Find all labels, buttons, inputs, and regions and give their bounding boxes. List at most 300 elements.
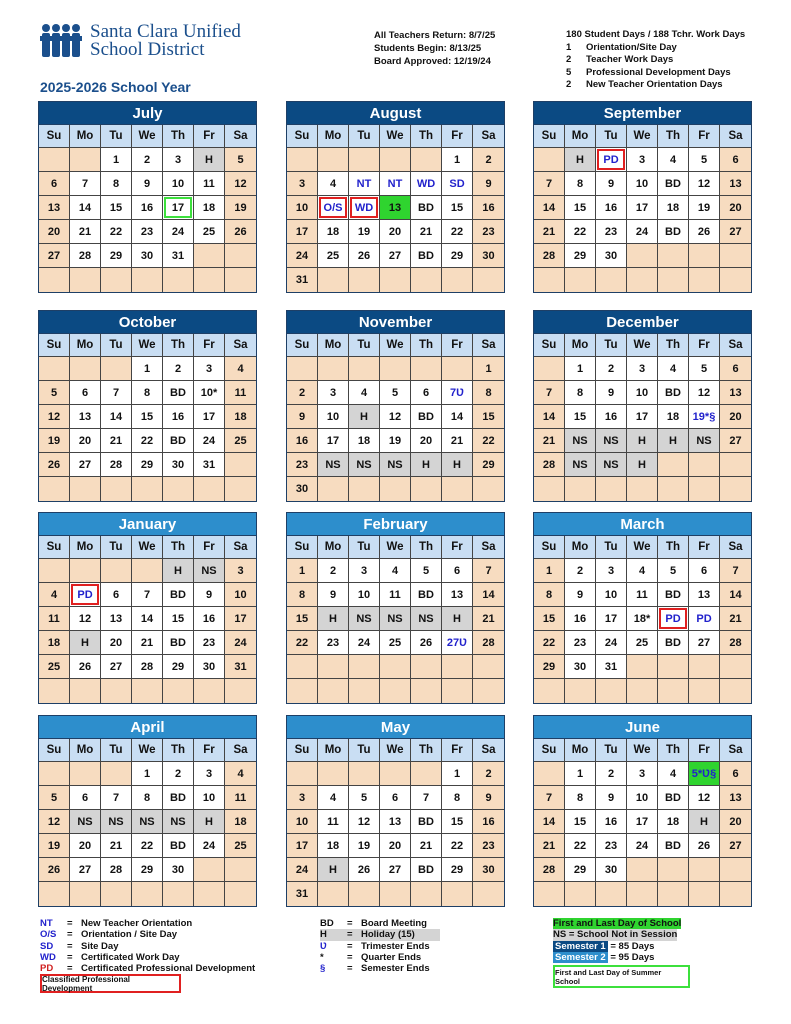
empty-day-cell <box>534 357 565 381</box>
day-cell: 30 <box>194 655 225 679</box>
legend-item <box>40 918 255 929</box>
day-cell: 18 <box>225 405 256 429</box>
day-cell: 27 <box>101 655 132 679</box>
day-cell: 26 <box>689 834 720 858</box>
weekday-header: We <box>132 125 163 148</box>
legend-highlights <box>553 918 681 963</box>
weekday-header: Fr <box>194 536 225 559</box>
day-cell: 24 <box>163 220 194 244</box>
day-cell: H <box>689 810 720 834</box>
day-cell: 25 <box>225 834 256 858</box>
empty-day-cell <box>194 477 225 501</box>
day-cell: 29 <box>442 858 473 882</box>
weekday-header: We <box>380 536 411 559</box>
day-cell: 15 <box>163 607 194 631</box>
empty-day-cell <box>39 477 70 501</box>
month-title: November <box>287 311 504 334</box>
day-cell: 12 <box>380 405 411 429</box>
empty-day-cell <box>287 655 318 679</box>
weekday-header: Th <box>163 739 194 762</box>
empty-day-cell <box>349 762 380 786</box>
count-label: New Teacher Orientation Days <box>586 79 723 90</box>
day-cell: 14 <box>70 196 101 220</box>
day-cell: 14 <box>720 583 751 607</box>
day-cell: 6 <box>689 559 720 583</box>
empty-day-cell <box>689 477 720 501</box>
day-cell: 19 <box>39 429 70 453</box>
weekday-header: Su <box>39 739 70 762</box>
day-cell: 14 <box>132 607 163 631</box>
day-cell: 2 <box>163 357 194 381</box>
day-cell: 2 <box>163 762 194 786</box>
day-cell: BD <box>658 172 689 196</box>
weekday-header: Fr <box>442 739 473 762</box>
day-cell: 2 <box>596 762 627 786</box>
summer-school-legend: First and Last Day of Summer School <box>553 965 690 988</box>
day-cell: 6 <box>101 583 132 607</box>
students-begin: Students Begin: 8/13/25 <box>374 43 482 54</box>
day-cell: 13 <box>70 405 101 429</box>
empty-day-cell <box>70 679 101 703</box>
day-cell: NS <box>132 810 163 834</box>
empty-day-cell <box>627 858 658 882</box>
day-cell: 7 <box>101 786 132 810</box>
empty-day-cell <box>101 882 132 906</box>
day-cell: PD <box>70 583 101 607</box>
day-cell: 22 <box>534 631 565 655</box>
empty-day-cell <box>658 679 689 703</box>
weekday-header: Th <box>658 536 689 559</box>
legend-code: NT <box>40 918 53 929</box>
month-days-grid <box>287 125 504 292</box>
weekday-header: Th <box>411 334 442 357</box>
day-cell: 11 <box>318 810 349 834</box>
weekday-header: Su <box>534 739 565 762</box>
count-number: 2 <box>566 54 572 65</box>
weekday-header: Th <box>411 739 442 762</box>
day-cell: H <box>442 453 473 477</box>
day-cell: 1 <box>442 762 473 786</box>
day-cell: 14 <box>534 405 565 429</box>
day-cell: 3 <box>287 172 318 196</box>
day-cell: 27 <box>720 220 751 244</box>
weekday-header: Sa <box>225 334 256 357</box>
day-cell: 8 <box>534 583 565 607</box>
day-cell: 11 <box>225 381 256 405</box>
day-cell: 18 <box>658 405 689 429</box>
month-title: May <box>287 716 504 739</box>
day-cell: 11 <box>627 583 658 607</box>
empty-day-cell <box>101 477 132 501</box>
day-cell: H <box>163 559 194 583</box>
day-cell: 9 <box>318 583 349 607</box>
empty-day-cell <box>101 762 132 786</box>
legend-code: Ʋ <box>320 940 327 952</box>
weekday-header: We <box>132 536 163 559</box>
day-cell: 31 <box>194 453 225 477</box>
empty-day-cell <box>318 268 349 292</box>
weekday-header: Th <box>658 739 689 762</box>
weekday-header: Sa <box>720 739 751 762</box>
empty-day-cell <box>318 477 349 501</box>
day-cell: 9 <box>287 405 318 429</box>
month-10 <box>286 715 505 907</box>
month-0 <box>38 101 257 293</box>
day-cell: 20 <box>411 429 442 453</box>
day-cell: NS <box>349 453 380 477</box>
empty-day-cell <box>442 655 473 679</box>
day-cell: PD <box>689 607 720 631</box>
empty-day-cell <box>411 477 442 501</box>
day-cell: 13 <box>101 607 132 631</box>
empty-day-cell <box>720 268 751 292</box>
day-cell: 18 <box>318 220 349 244</box>
day-cell: 6 <box>442 559 473 583</box>
weekday-header: Mo <box>565 739 596 762</box>
empty-day-cell <box>627 244 658 268</box>
day-cell: 10 <box>287 810 318 834</box>
day-cell: 6 <box>39 172 70 196</box>
day-cell: 22 <box>101 220 132 244</box>
day-cell: 11 <box>380 583 411 607</box>
day-cell: 24 <box>287 858 318 882</box>
empty-day-cell <box>318 655 349 679</box>
day-cell: 5 <box>349 786 380 810</box>
day-cell: 4 <box>627 559 658 583</box>
empty-day-cell <box>101 268 132 292</box>
day-cell: 16 <box>596 196 627 220</box>
legend-item <box>320 918 440 929</box>
count-row <box>566 42 745 55</box>
day-cell: 7 <box>534 786 565 810</box>
day-cell: 23 <box>473 834 504 858</box>
day-cell: 29 <box>163 655 194 679</box>
empty-day-cell <box>596 882 627 906</box>
weekday-header: Su <box>534 125 565 148</box>
day-cell: 1 <box>565 762 596 786</box>
day-cell: 9 <box>473 786 504 810</box>
not-in-session-legend: NS = School Not in Session <box>553 929 678 941</box>
day-cell: 19 <box>349 834 380 858</box>
empty-day-cell <box>596 268 627 292</box>
day-cell: 18 <box>658 810 689 834</box>
day-cell: 17 <box>163 196 194 220</box>
day-cell: H <box>70 631 101 655</box>
day-cell: 27 <box>39 244 70 268</box>
empty-day-cell <box>658 453 689 477</box>
count-row <box>566 67 745 80</box>
weekday-header: We <box>132 334 163 357</box>
day-cell: H <box>194 148 225 172</box>
day-cell: BD <box>658 834 689 858</box>
month-days-grid <box>39 739 256 906</box>
day-cell: 16 <box>473 810 504 834</box>
day-cell: 15 <box>565 405 596 429</box>
day-cell: 12 <box>39 810 70 834</box>
weekday-header: Sa <box>720 125 751 148</box>
key-dates <box>374 29 495 68</box>
day-cell: 26 <box>225 220 256 244</box>
empty-day-cell <box>225 882 256 906</box>
day-cell: 4 <box>349 381 380 405</box>
weekday-header: Sa <box>225 739 256 762</box>
day-cell: H <box>318 858 349 882</box>
day-cell: 22 <box>132 834 163 858</box>
day-cell: NS <box>349 607 380 631</box>
day-cell: 30 <box>565 655 596 679</box>
empty-day-cell <box>442 357 473 381</box>
weekday-header: Fr <box>689 739 720 762</box>
empty-day-cell <box>318 148 349 172</box>
day-cell: 19*§ <box>689 405 720 429</box>
day-cell: 16 <box>287 429 318 453</box>
day-cell: 17 <box>287 834 318 858</box>
empty-day-cell <box>163 882 194 906</box>
weekday-header: Sa <box>720 334 751 357</box>
month-5 <box>533 310 752 502</box>
empty-day-cell <box>442 882 473 906</box>
weekday-header: Th <box>411 125 442 148</box>
day-cell: BD <box>163 834 194 858</box>
day-cell: 21 <box>101 834 132 858</box>
day-cell: 23 <box>194 631 225 655</box>
day-cell: 5 <box>39 786 70 810</box>
legend-text: Certificated Professional Development <box>81 963 256 975</box>
month-title: December <box>534 311 751 334</box>
day-cell: 27 <box>70 858 101 882</box>
day-cell: NS <box>380 453 411 477</box>
weekday-header: Mo <box>70 125 101 148</box>
weekday-header: Fr <box>689 536 720 559</box>
teachers-return: All Teachers Return: 8/7/25 <box>374 30 496 41</box>
day-cell: 26 <box>39 453 70 477</box>
day-cell: 29 <box>132 453 163 477</box>
day-cell: 24 <box>225 631 256 655</box>
day-cell: 13 <box>380 810 411 834</box>
day-cell: 16 <box>132 196 163 220</box>
day-cell: 5 <box>411 559 442 583</box>
weekday-header: Sa <box>473 536 504 559</box>
day-cell: 26 <box>349 858 380 882</box>
day-cell: 20 <box>380 220 411 244</box>
day-cell: 27 <box>720 429 751 453</box>
day-cell: 8 <box>287 583 318 607</box>
weekday-header: Tu <box>349 739 380 762</box>
day-cell: 7Ʋ <box>442 381 473 405</box>
weekday-header: Sa <box>720 536 751 559</box>
legend-code: § <box>320 963 326 975</box>
day-cell: 3 <box>225 559 256 583</box>
day-cell: 24 <box>596 631 627 655</box>
weekday-header: Tu <box>596 334 627 357</box>
empty-day-cell <box>287 357 318 381</box>
day-cell: 4 <box>658 357 689 381</box>
day-cell: 20 <box>70 429 101 453</box>
empty-day-cell <box>689 453 720 477</box>
day-cell: WD <box>349 196 380 220</box>
empty-day-cell <box>720 858 751 882</box>
weekday-header: We <box>132 739 163 762</box>
legend-symbols <box>320 918 440 974</box>
empty-day-cell <box>39 559 70 583</box>
day-cell: 29 <box>442 244 473 268</box>
day-cell: 2 <box>287 381 318 405</box>
weekday-header: Th <box>658 334 689 357</box>
empty-day-cell <box>349 268 380 292</box>
day-cell: O/S <box>318 196 349 220</box>
day-cell: 3 <box>163 148 194 172</box>
legend-code: H <box>320 929 327 941</box>
empty-day-cell <box>101 559 132 583</box>
legend-item <box>553 929 681 940</box>
weekday-header: We <box>627 536 658 559</box>
day-cell: 14 <box>534 196 565 220</box>
empty-day-cell <box>380 679 411 703</box>
day-cell: 8 <box>565 381 596 405</box>
day-cell: 6 <box>380 786 411 810</box>
day-cell: 4 <box>380 559 411 583</box>
empty-day-cell <box>132 882 163 906</box>
board-approved: Board Approved: 12/19/24 <box>374 56 491 67</box>
day-cell: 31 <box>225 655 256 679</box>
day-cell: 24 <box>627 834 658 858</box>
empty-day-cell <box>70 882 101 906</box>
day-cell: 2 <box>318 559 349 583</box>
empty-day-cell <box>163 268 194 292</box>
empty-day-cell <box>132 268 163 292</box>
day-cell: 4 <box>318 786 349 810</box>
empty-day-cell <box>596 477 627 501</box>
day-cell: H <box>442 607 473 631</box>
day-cell: 19 <box>39 834 70 858</box>
empty-day-cell <box>101 679 132 703</box>
empty-day-cell <box>380 762 411 786</box>
day-cell: NS <box>101 810 132 834</box>
day-cell: 12 <box>689 172 720 196</box>
legend-eq: = <box>347 940 353 952</box>
legend-code: SD <box>40 940 54 952</box>
day-cell: BD <box>658 381 689 405</box>
empty-day-cell <box>689 655 720 679</box>
legend-code: O/S <box>40 929 57 941</box>
weekday-header: Sa <box>473 739 504 762</box>
day-cell: 21 <box>132 631 163 655</box>
day-cell: 17 <box>287 220 318 244</box>
day-cell: 30 <box>163 453 194 477</box>
day-cell: 5 <box>689 148 720 172</box>
day-cell: 24 <box>627 220 658 244</box>
month-days-grid <box>287 334 504 501</box>
day-cell: BD <box>658 583 689 607</box>
day-cell: 6 <box>720 148 751 172</box>
empty-day-cell <box>565 477 596 501</box>
semester1-days: = 85 Days <box>610 940 655 952</box>
day-cell: 29 <box>565 244 596 268</box>
empty-day-cell <box>534 882 565 906</box>
day-cell: 27 <box>380 244 411 268</box>
district-name <box>90 23 241 59</box>
day-cell: 8 <box>101 172 132 196</box>
empty-day-cell <box>380 477 411 501</box>
day-cell: 11 <box>39 607 70 631</box>
day-cell: 9 <box>132 172 163 196</box>
day-cell: 3 <box>627 148 658 172</box>
day-cell: 19 <box>349 220 380 244</box>
day-cell: 25 <box>225 429 256 453</box>
legend-code: WD <box>40 951 56 963</box>
day-cell: 28 <box>534 858 565 882</box>
day-cell: 7 <box>101 381 132 405</box>
day-cell: 13 <box>442 583 473 607</box>
day-cell: 20 <box>720 196 751 220</box>
day-cell: 18 <box>225 810 256 834</box>
day-cell: 23 <box>473 220 504 244</box>
empty-day-cell <box>473 679 504 703</box>
weekday-header: Mo <box>318 536 349 559</box>
weekday-header: Fr <box>194 739 225 762</box>
first-last-day-legend: First and Last Day of School <box>553 918 682 929</box>
day-cell: 12 <box>39 405 70 429</box>
month-days-grid <box>534 739 751 906</box>
day-cell: 28 <box>132 655 163 679</box>
day-cell: 20 <box>720 810 751 834</box>
day-cell: NS <box>70 810 101 834</box>
empty-day-cell <box>534 477 565 501</box>
day-cell: 7 <box>132 583 163 607</box>
day-cell: 15 <box>442 810 473 834</box>
weekday-header: Tu <box>596 739 627 762</box>
legend-eq: = <box>67 929 73 941</box>
day-cell: 13 <box>689 583 720 607</box>
day-cell: 23 <box>132 220 163 244</box>
day-cell: 15 <box>101 196 132 220</box>
month-3 <box>38 310 257 502</box>
weekday-header: Mo <box>565 536 596 559</box>
empty-day-cell <box>627 268 658 292</box>
day-cell: 20 <box>720 405 751 429</box>
empty-day-cell <box>689 858 720 882</box>
day-cell: NS <box>380 607 411 631</box>
month-title: January <box>39 513 256 536</box>
day-cell: 2 <box>565 559 596 583</box>
day-cell: NS <box>596 453 627 477</box>
weekday-header: Tu <box>101 334 132 357</box>
day-cell: H <box>627 429 658 453</box>
empty-day-cell <box>442 679 473 703</box>
day-cell: 28 <box>101 858 132 882</box>
weekday-header: Tu <box>101 739 132 762</box>
empty-day-cell <box>349 357 380 381</box>
day-cell: 6 <box>70 381 101 405</box>
day-cell: 3 <box>318 381 349 405</box>
day-cell: BD <box>163 631 194 655</box>
day-cell: 1 <box>473 357 504 381</box>
legend-eq: = <box>347 918 353 929</box>
day-cell: 18 <box>194 196 225 220</box>
weekday-header: Su <box>287 125 318 148</box>
district-logo <box>40 22 241 60</box>
empty-day-cell <box>442 477 473 501</box>
empty-day-cell <box>132 477 163 501</box>
weekday-header: We <box>627 334 658 357</box>
empty-day-cell <box>534 148 565 172</box>
empty-day-cell <box>349 655 380 679</box>
day-cell: 10 <box>627 381 658 405</box>
day-cell: 24 <box>194 834 225 858</box>
day-cell: 8 <box>565 172 596 196</box>
day-cell: BD <box>163 381 194 405</box>
weekday-header: Mo <box>318 125 349 148</box>
